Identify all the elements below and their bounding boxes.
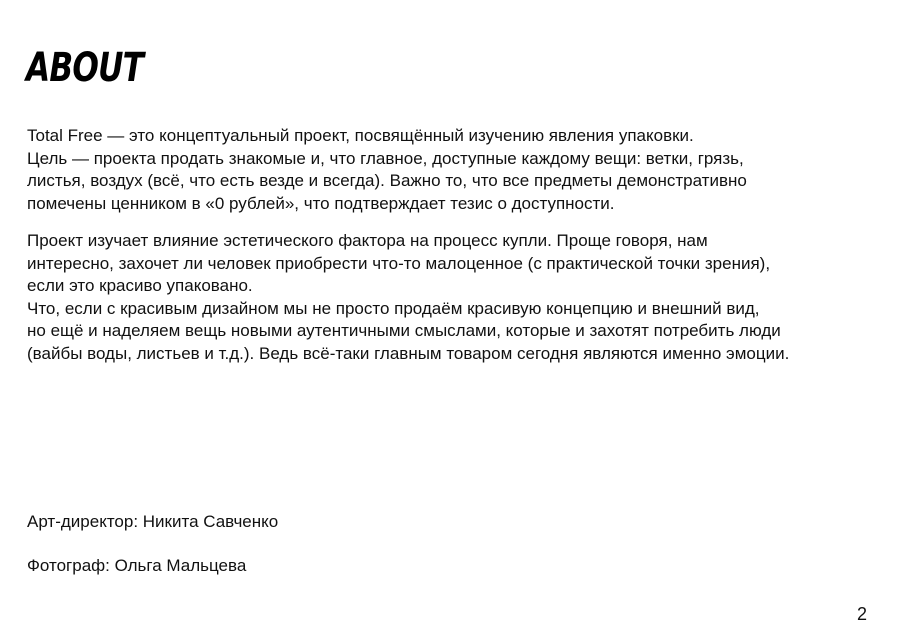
paragraph-spacer (27, 215, 887, 230)
page-title: ABOUT (26, 45, 144, 91)
page-number: 2 (856, 604, 867, 624)
art-director-credit: Арт-директор: Никита Савченко (27, 512, 279, 531)
about-text (27, 125, 887, 365)
about-paragraph-2: Проект изучает влияние эстетического фактора на процесс купли. Проще говоря, нам интересно, захочет ли человек приобрести что-то малоценное (с практической точки зрения), если это красиво упаковано. Что, если с красивым дизайном мы не просто продаём красивую концепцию и внешний вид, но ещё и наделяем вещь новыми аутентичными смыслами, которые и захотят потребить люди (вайбы воды, листьев и т.д.). Ведь всё-таки главным товаром сегодня являются именно эмоции. (27, 231, 790, 363)
about-paragraph-1: Total Free — это концептуальный проект, посвящённый изучению явления упаковки. Цель — проекта продать знакомые и, что главное, доступные каждому вещи: ветки, грязь, листья, воздух (всё, что есть везде и всегда). Важно то, что все предметы демонстративно помечены ценником в «0 рублей», что подтверждает тезис о доступности. (27, 126, 747, 213)
photographer-credit: Фотограф: Ольга Мальцева (27, 556, 247, 575)
